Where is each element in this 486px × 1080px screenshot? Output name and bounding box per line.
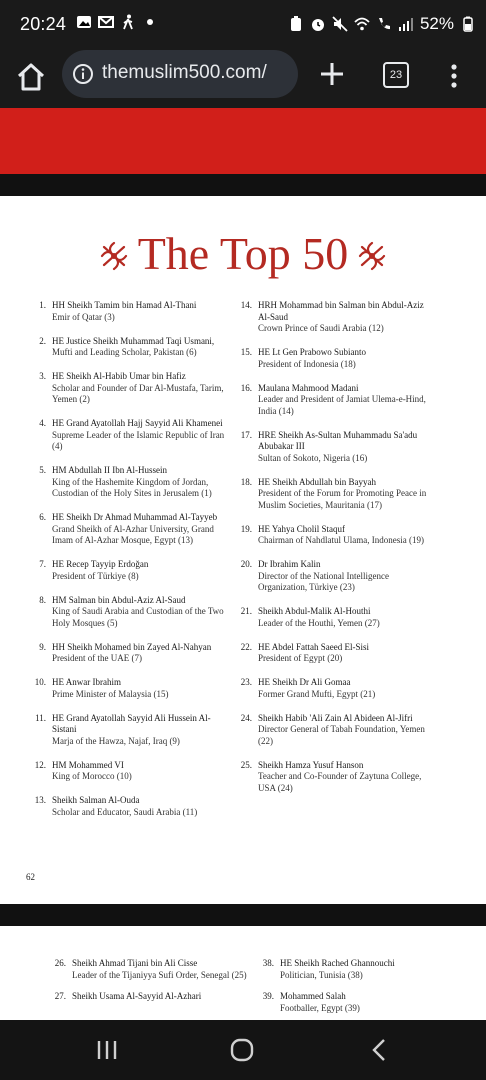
person-description: Director of the National Intelligence Organization, Türkiye (23): [258, 570, 389, 592]
rank-number: 17.: [240, 429, 252, 440]
person-name: HRE Sheikh As-Sultan Muhammadu Sa'adu Abubakar III: [258, 429, 418, 451]
person-description: Former Grand Mufti, Egypt (21): [258, 688, 376, 699]
list-item: [30, 677, 226, 700]
person-name: HE Recep Tayyip Erdoğan: [52, 559, 149, 569]
person-name: HM Abdullah II Ibn Al-Hussein: [52, 465, 167, 475]
person-description: Director General of Tabah Foundation, Yemen (22): [258, 724, 425, 746]
rank-number: 5.: [39, 465, 46, 475]
list-item: [30, 336, 226, 359]
person-description: Prime Minister of Malaysia (15): [52, 688, 169, 699]
person-description: President of Egypt (20): [258, 653, 343, 663]
rank-number: 2.: [39, 335, 46, 346]
home-icon: [14, 60, 48, 94]
alarm-icon: [310, 16, 326, 32]
tab-switcher-button[interactable]: 23: [383, 62, 409, 88]
site-info-icon[interactable]: [72, 63, 94, 85]
status-bar: [0, 0, 486, 50]
person-name: HE Sheikh Dr Ahmad Muhammad Al-Tayyeb: [52, 512, 218, 522]
rank-number: 6.: [39, 512, 46, 522]
list-item: [30, 795, 226, 818]
system-icons: [288, 14, 476, 34]
list-item: [236, 606, 436, 629]
rank-number: 1.: [39, 300, 46, 310]
rank-number: 8.: [39, 594, 46, 605]
person-name: HE Sheikh Rached Ghannouchi: [280, 958, 395, 968]
person-name: HRH Mohammad bin Salman bin Abdul-Aziz Al-Saud: [258, 300, 424, 322]
rank-number: 27.: [54, 991, 66, 1001]
wifi-call-icon: [376, 16, 392, 32]
ornament-left-icon: [96, 239, 132, 273]
list-item: [236, 642, 436, 665]
list-item: [236, 477, 436, 512]
person-name: Sheikh Salman Al-Ouda: [52, 795, 140, 805]
person-name: HE Lt Gen Prabowo Subianto: [258, 347, 366, 357]
person-description: King of the Hashemite Kingdom of Jordan, Custodian of the Holy Sites in Jerusalem (1): [52, 476, 212, 498]
document-page-next: [0, 926, 486, 1020]
rank-number: 14.: [240, 300, 252, 310]
person-name: Sheikh Abdul-Malik Al-Houthi: [258, 606, 371, 616]
page-title: [0, 226, 486, 282]
more-vert-icon: [446, 62, 462, 90]
rank-number: 3.: [39, 371, 46, 381]
person-name: HE Sheikh Abdullah bin Bayyah: [258, 476, 376, 487]
list-item: [30, 418, 226, 453]
person-description: Politician, Tunisia (38): [280, 969, 363, 980]
list-item: [258, 958, 458, 981]
list-item: [236, 430, 436, 465]
rank-number: 15.: [240, 347, 252, 357]
status-time: 20:24: [20, 14, 67, 34]
person-description: Emir of Qatar (3): [52, 311, 115, 322]
walking-icon: [120, 14, 136, 30]
list-item: [236, 347, 436, 370]
home-button[interactable]: [14, 60, 48, 94]
person-description: President of the Forum for Promoting Peace in Muslim Societies, Mauritania (17): [258, 488, 427, 510]
person-description: President of Indonesia (18): [258, 358, 356, 369]
rank-number: 39.: [262, 991, 274, 1001]
mute-icon: [332, 16, 348, 32]
person-description: Teacher and Co-Founder of Zaytuna College, USA (24): [258, 771, 422, 793]
list-item: [236, 383, 436, 418]
person-description: Leader of the Houthi, Yemen (27): [258, 617, 380, 628]
person-description: Scholar and Educator, Saudi Arabia (11): [52, 806, 198, 817]
list-item: [258, 991, 458, 1014]
new-tab-button[interactable]: [318, 60, 346, 88]
person-description: President of the UAE (7): [52, 653, 142, 663]
document-page: [0, 196, 486, 904]
list-item: [236, 677, 436, 700]
gmail-icon: [98, 14, 114, 30]
rank-number: 12.: [34, 759, 46, 770]
person-name: Sheikh Habib 'Ali Zain Al Abideen Al-Jifri: [258, 712, 413, 723]
person-description: Mufti and Leading Scholar, Pakistan (6): [52, 347, 197, 357]
left-column: [50, 958, 250, 1013]
rank-number: 20.: [240, 559, 252, 569]
person-description: Sultan of Sokoto, Nigeria (16): [258, 452, 368, 463]
list-item: [30, 300, 226, 323]
rank-number: 10.: [34, 677, 46, 687]
person-name: Dr Ibrahim Kalin: [258, 559, 321, 569]
back-button[interactable]: [368, 1038, 390, 1062]
notification-icons: [76, 14, 158, 30]
person-name: Sheikh Hamza Yusuf Hanson: [258, 759, 364, 770]
rank-number: 18.: [240, 476, 252, 487]
person-name: Sheikh Usama Al-Sayyid Al-Azhari: [72, 991, 202, 1001]
person-description: King of Morocco (10): [52, 771, 132, 781]
browser-toolbar: [0, 50, 486, 108]
address-bar[interactable]: [62, 50, 298, 98]
signal-icon: [398, 16, 414, 32]
battery-percentage: 52%: [419, 14, 454, 33]
more-menu-button[interactable]: [446, 62, 462, 90]
person-name: Maulana Mahmood Madani: [258, 382, 359, 393]
rank-number: 26.: [54, 958, 66, 968]
page-divider: [0, 174, 486, 196]
list-item: [30, 465, 226, 500]
person-name: HM Mohammed VI: [52, 759, 124, 770]
rank-number: 23.: [240, 677, 252, 687]
gallery-icon: [76, 14, 92, 30]
url-text[interactable]: themuslim500.com/: [102, 62, 267, 83]
wifi-icon: [354, 16, 370, 32]
rank-number: 38.: [262, 958, 274, 968]
rank-number: 4.: [39, 418, 46, 428]
rank-number: 21.: [240, 606, 252, 616]
list-item: [30, 760, 226, 783]
person-name: HE Yahya Cholil Staquf: [258, 523, 346, 534]
recent-apps-button[interactable]: [96, 1040, 118, 1060]
person-name: HH Sheikh Tamim bin Hamad Al-Thani: [52, 300, 197, 310]
battery-saver-icon: [288, 16, 304, 32]
person-description: Footballer, Egypt (39): [280, 1002, 360, 1013]
plus-icon: [318, 60, 346, 88]
list-item: [30, 713, 226, 748]
person-name: Sheikh Ahmad Tijani bin Ali Cisse: [72, 958, 198, 968]
red-banner: [0, 108, 486, 174]
list-item: [30, 512, 226, 547]
back-chevron-icon: [368, 1038, 390, 1062]
person-description: Leader and President of Jamiat Ulema-e-Hind, India (14): [258, 394, 426, 416]
list-item: [30, 642, 226, 665]
person-name: HE Justice Sheikh Muhammad Taqi Usmani,: [52, 335, 215, 346]
person-name: HM Salman bin Abdul-Aziz Al-Saud: [52, 594, 186, 605]
person-name: Mohammed Salah: [280, 991, 346, 1001]
right-column: [236, 300, 436, 807]
person-name: HE Sheikh Dr Ali Gomaa: [258, 677, 351, 687]
list-item: [30, 559, 226, 582]
list-item: [236, 713, 436, 748]
list-item: [236, 559, 436, 594]
right-column: [258, 958, 458, 1020]
person-description: President of Türkiye (8): [52, 570, 139, 581]
person-description: Chairman of Nahdlatul Ulama, Indonesia (19): [258, 535, 424, 545]
person-description: Supreme Leader of the Islamic Republic of Iran (4): [52, 429, 225, 451]
rank-number: 11.: [35, 712, 46, 723]
person-description: Crown Prince of Saudi Arabia (12): [258, 323, 384, 333]
page-divider: [0, 904, 486, 926]
rank-number: 22.: [240, 641, 252, 652]
dot-icon: [142, 14, 158, 30]
list-item: [236, 760, 436, 795]
rank-number: 25.: [240, 759, 252, 770]
page-number: 62: [26, 872, 35, 882]
nav-home-button[interactable]: [230, 1038, 254, 1062]
person-name: HE Sheikh Al-Habib Umar bin Hafiz: [52, 371, 186, 381]
rank-number: 13.: [34, 795, 46, 805]
rank-number: 9.: [39, 641, 46, 652]
person-name: HH Sheikh Mohamed bin Zayed Al-Nahyan: [52, 641, 212, 652]
rank-number: 7.: [39, 559, 46, 569]
person-description: Scholar and Founder of Dar Al-Mustafa, Tarim, Yemen (2): [52, 382, 224, 404]
rank-number: 16.: [240, 382, 252, 393]
navigation-bar: [0, 1020, 486, 1080]
list-item: [30, 371, 226, 406]
rank-number: 19.: [240, 523, 252, 534]
person-name: HE Abdel Fattah Saeed El-Sisi: [258, 641, 369, 652]
recent-apps-icon: [96, 1040, 118, 1060]
person-name: HE Grand Ayatollah Sayyid Ali Hussein Al-Sistani: [52, 712, 211, 734]
rank-number: 24.: [240, 712, 252, 723]
person-description: King of Saudi Arabia and Custodian of the Two Holy Mosques (5): [52, 606, 224, 628]
person-description: Leader of the Tijaniyya Sufi Order, Senegal (25): [72, 969, 247, 980]
list-item: [30, 595, 226, 630]
title-text: The Top 50: [137, 228, 349, 279]
list-item: [50, 991, 250, 1003]
list-item: [236, 524, 436, 547]
list-item: [236, 300, 436, 335]
battery-icon: [460, 16, 476, 32]
person-description: Marja of the Hawza, Najaf, Iraq (9): [52, 735, 180, 746]
left-column: [30, 300, 226, 831]
person-description: Grand Sheikh of Al-Azhar University, Grand Imam of Al-Azhar Mosque, Egypt (13): [52, 523, 214, 545]
circle-home-icon: [230, 1038, 254, 1062]
ornament-right-icon: [354, 239, 390, 273]
person-name: HE Anwar Ibrahim: [52, 677, 121, 687]
person-name: HE Grand Ayatollah Hajj Sayyid Ali Khamenei: [52, 418, 223, 428]
list-item: [50, 958, 250, 981]
